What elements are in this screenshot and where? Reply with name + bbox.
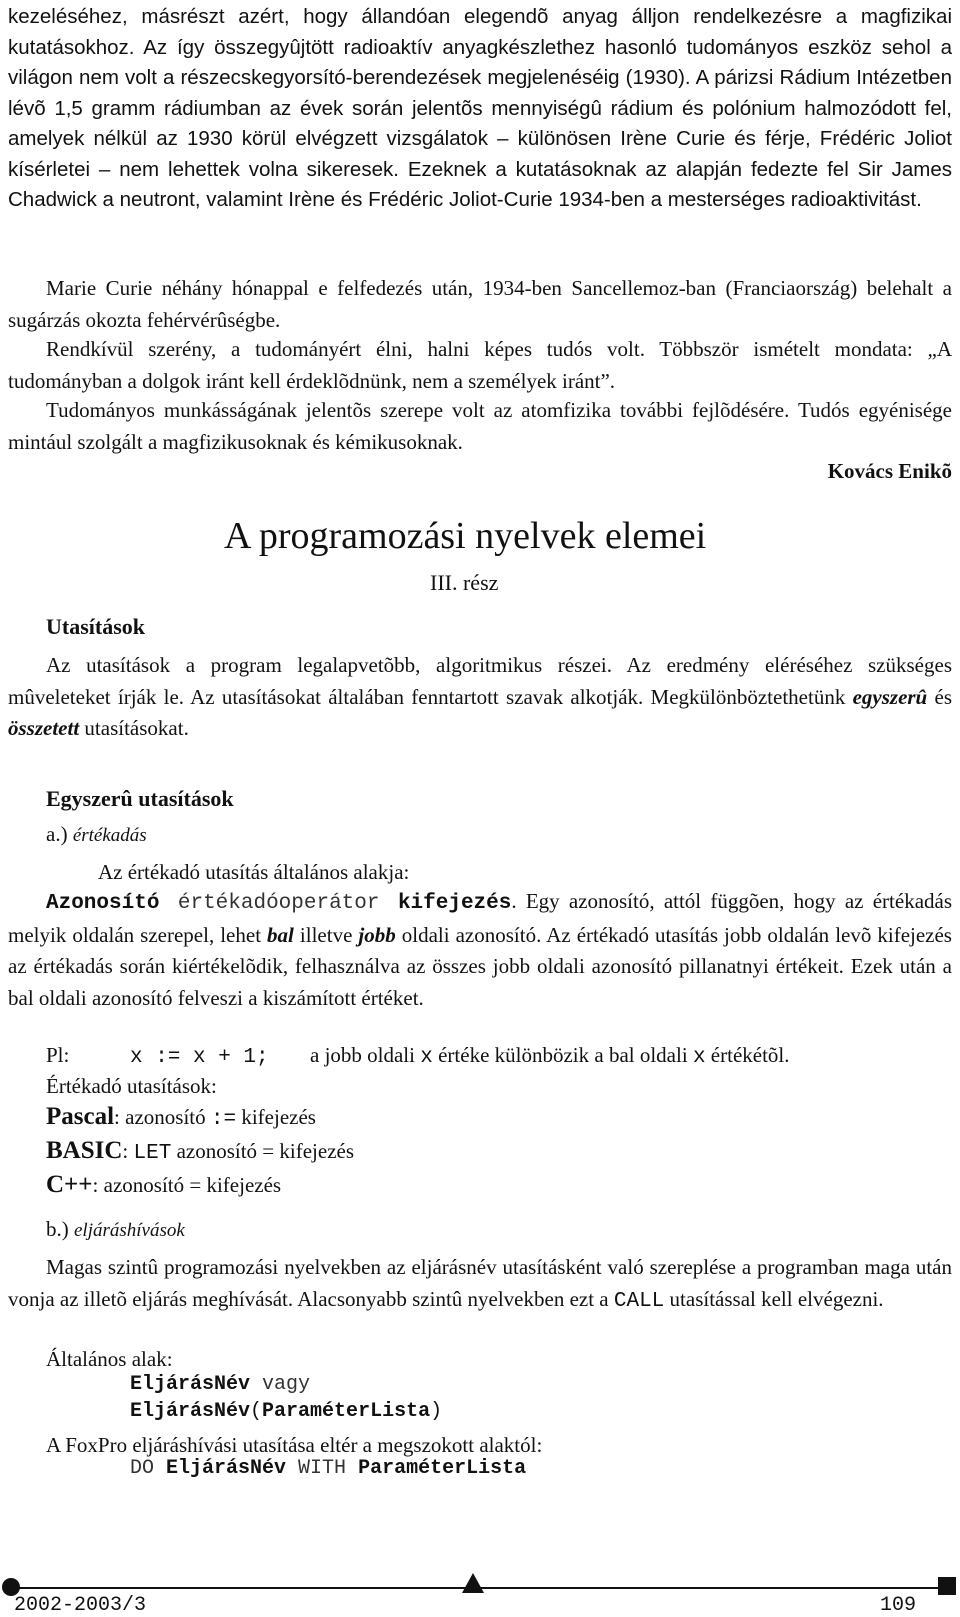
code-line-1	[130, 1372, 310, 1398]
paragraph-continued-part1: kezeléséhez, másrészt azért, hogy állandóan elegendõ anyag álljon rendelkezésre a magfizikai kutatásokhoz. Az így összegyûjtött radioaktív anyagkészlethez hasonló tudományos eszköz sehol a világon nem volt a részecskegyorsító-berendezések megjelenéséig (1930).	[8, 5, 952, 89]
paragraph-procedure	[8, 1252, 952, 1317]
basic-rest: azonosító = kifejezés	[171, 1139, 355, 1163]
item-b-title: eljáráshívások	[74, 1220, 185, 1241]
intro-text-b: utasításokat.	[79, 716, 189, 740]
pascal-line	[46, 1100, 316, 1137]
pascal-label: Pascal	[46, 1103, 115, 1130]
code2-name: EljárásNév	[130, 1400, 251, 1423]
example-x2: x	[692, 1046, 706, 1069]
item-a-title: értékadás	[72, 825, 147, 846]
general-form-label: Az értékadó utasítás általános alakja:	[98, 860, 410, 884]
item-a-label: a.)	[46, 822, 73, 846]
fox-name: EljárásNév	[166, 1457, 287, 1480]
paragraph-continued-part2: A párizsi Rádium Intézetben lévõ 1,5 gramm rádiumban az évek során jelentõs mennyiségû rádium és polónium halmozódott fel, amelyek nélkül az 1930 körül elvégzett vizsgálatok – különösen Irène Curie és férje, Frédéric Joliot kísérletei – nem lehettek volna sikeresek. Ezeknek a kutatásoknak az alapján fedezte fel Sir James Chadwick a neutront, valamint Irène és Frédéric Joliot-Curie 1934-ben a mesterséges radioaktivitást.	[8, 66, 952, 211]
code2-close: )	[430, 1400, 443, 1423]
basic-let: LET	[133, 1142, 172, 1165]
code-line-2	[130, 1399, 442, 1425]
assign-or: illetve	[293, 922, 359, 947]
form-identifier: Azonosító	[46, 892, 160, 915]
code1-name: EljárásNév	[130, 1373, 251, 1396]
code2-open: (	[250, 1400, 263, 1423]
example-x1: x	[420, 1046, 433, 1069]
code1-or: vagy	[250, 1373, 311, 1396]
item-a-heading	[46, 820, 147, 850]
basic-line	[46, 1134, 354, 1171]
item-b-heading	[46, 1215, 185, 1245]
example-code: x := x + 1;	[130, 1046, 269, 1069]
form-expression: kifejezés	[397, 892, 512, 915]
intro-and: és	[927, 684, 952, 709]
assign-text-a: . Egy azonosító, attól függõen, hogy az értékadás melyik oldalán szerepel, lehet	[8, 889, 953, 947]
cpp-rest: : azonosító = kifejezés	[92, 1173, 282, 1197]
paragraph-quote: Rendkívül szerény, a tudományért élni, halni képes tudós volt. Többször ismételt mondata: „A tudományban a dolgok iránt kell érdeklõdnünk, nem a személyek iránt”.	[8, 337, 952, 393]
intro-simple: egyszerû	[852, 684, 928, 709]
fox-param: ParaméterLista	[358, 1457, 527, 1480]
intro-text-a: Az utasítások a program legalapvetõbb, algoritmikus részei. Az eredmény eléréséhez szükséges mûveleteket írják le. Az utasításokat általában fenntartott szavak alkotják. Megkülönböztethetünk	[8, 653, 952, 709]
example-text-b: értéke különbözik a bal oldali	[432, 1043, 693, 1067]
general-label: Általános alak:	[46, 1347, 173, 1371]
pascal-rest-a: : azonosító	[114, 1105, 211, 1129]
fox-do: DO	[130, 1457, 167, 1480]
assign-text-b: oldali azonosító. Az értékadó utasítás jobb oldalán levõ kifejezés az értékadás során kiértékelõdik, felhasználva az összes jobb oldali azonosító pillanatnyi értékeit. Ezek után a bal oldali azonosító felveszi a kiszámított értéket.	[8, 922, 952, 1010]
paragraph-assignment	[8, 886, 952, 1014]
pascal-operator: :=	[210, 1108, 237, 1131]
footer-page-number: 109	[880, 1594, 917, 1617]
article-part: III. rész	[430, 570, 499, 595]
section-heading: Utasítások	[46, 614, 146, 639]
subsection-heading: Egyszerû utasítások	[46, 786, 234, 811]
assign-jobb: jobb	[358, 922, 396, 947]
fox-with: WITH	[286, 1457, 359, 1480]
basic-colon: :	[122, 1139, 134, 1163]
paragraph-death: Marie Curie néhány hónappal e felfedezés után, 1934-ben Sancellemoz-ban (Franciaország) belehalt a sugárzás okozta fehérvérûségbe.	[8, 276, 952, 332]
proc-text-b: utasítással kell elvégezni.	[664, 1286, 884, 1311]
intro-compound: összetett	[8, 716, 80, 740]
foxpro-text: A FoxPro eljáráshívási utasítása eltér a megszokott alaktól:	[46, 1433, 543, 1457]
example-text-a: a jobb oldali	[310, 1043, 421, 1067]
basic-label: BASIC	[46, 1137, 123, 1164]
example-text-c: értékétõl.	[705, 1043, 790, 1067]
cpp-label: C++	[46, 1171, 93, 1198]
foxpro-code	[130, 1456, 526, 1482]
item-b-label: b.)	[46, 1217, 74, 1241]
footer-center-triangle	[462, 1573, 484, 1593]
article-title: A programozási nyelvek elemei	[224, 515, 707, 557]
proc-text-a: Magas szintû programozási nyelvekben az eljárásnév utasításként való szereplése a programban maga után vonja az illetõ eljárás meghívását. Alacsonyabb szintû nyelvekben ezt a	[8, 1255, 952, 1311]
author-signature: Kovács Enikõ	[827, 459, 952, 483]
assign-statements-label: Értékadó utasítások:	[46, 1074, 217, 1098]
paragraph-legacy: Tudományos munkásságának jelentõs szerepe volt az atomfizika további fejlõdésére. Tudós egyénisége mintául szolgált a magfizikusoknak és kémikusoknak.	[8, 398, 952, 454]
example-label: Pl:	[46, 1043, 70, 1067]
form-operator: értékadóoperátor	[177, 892, 380, 915]
example-line	[46, 1041, 790, 1072]
assign-bal: bal	[267, 922, 294, 947]
code2-param: ParaméterLista	[262, 1400, 431, 1423]
proc-call: CALL	[613, 1289, 665, 1313]
cpp-line	[46, 1168, 281, 1202]
footer-issue: 2002-2003/3	[14, 1594, 147, 1617]
paragraph-continued	[8, 2, 952, 216]
pascal-rest-b: kifejezés	[236, 1105, 316, 1129]
paragraph-intro	[8, 650, 952, 745]
footer-right-square	[938, 1577, 956, 1595]
